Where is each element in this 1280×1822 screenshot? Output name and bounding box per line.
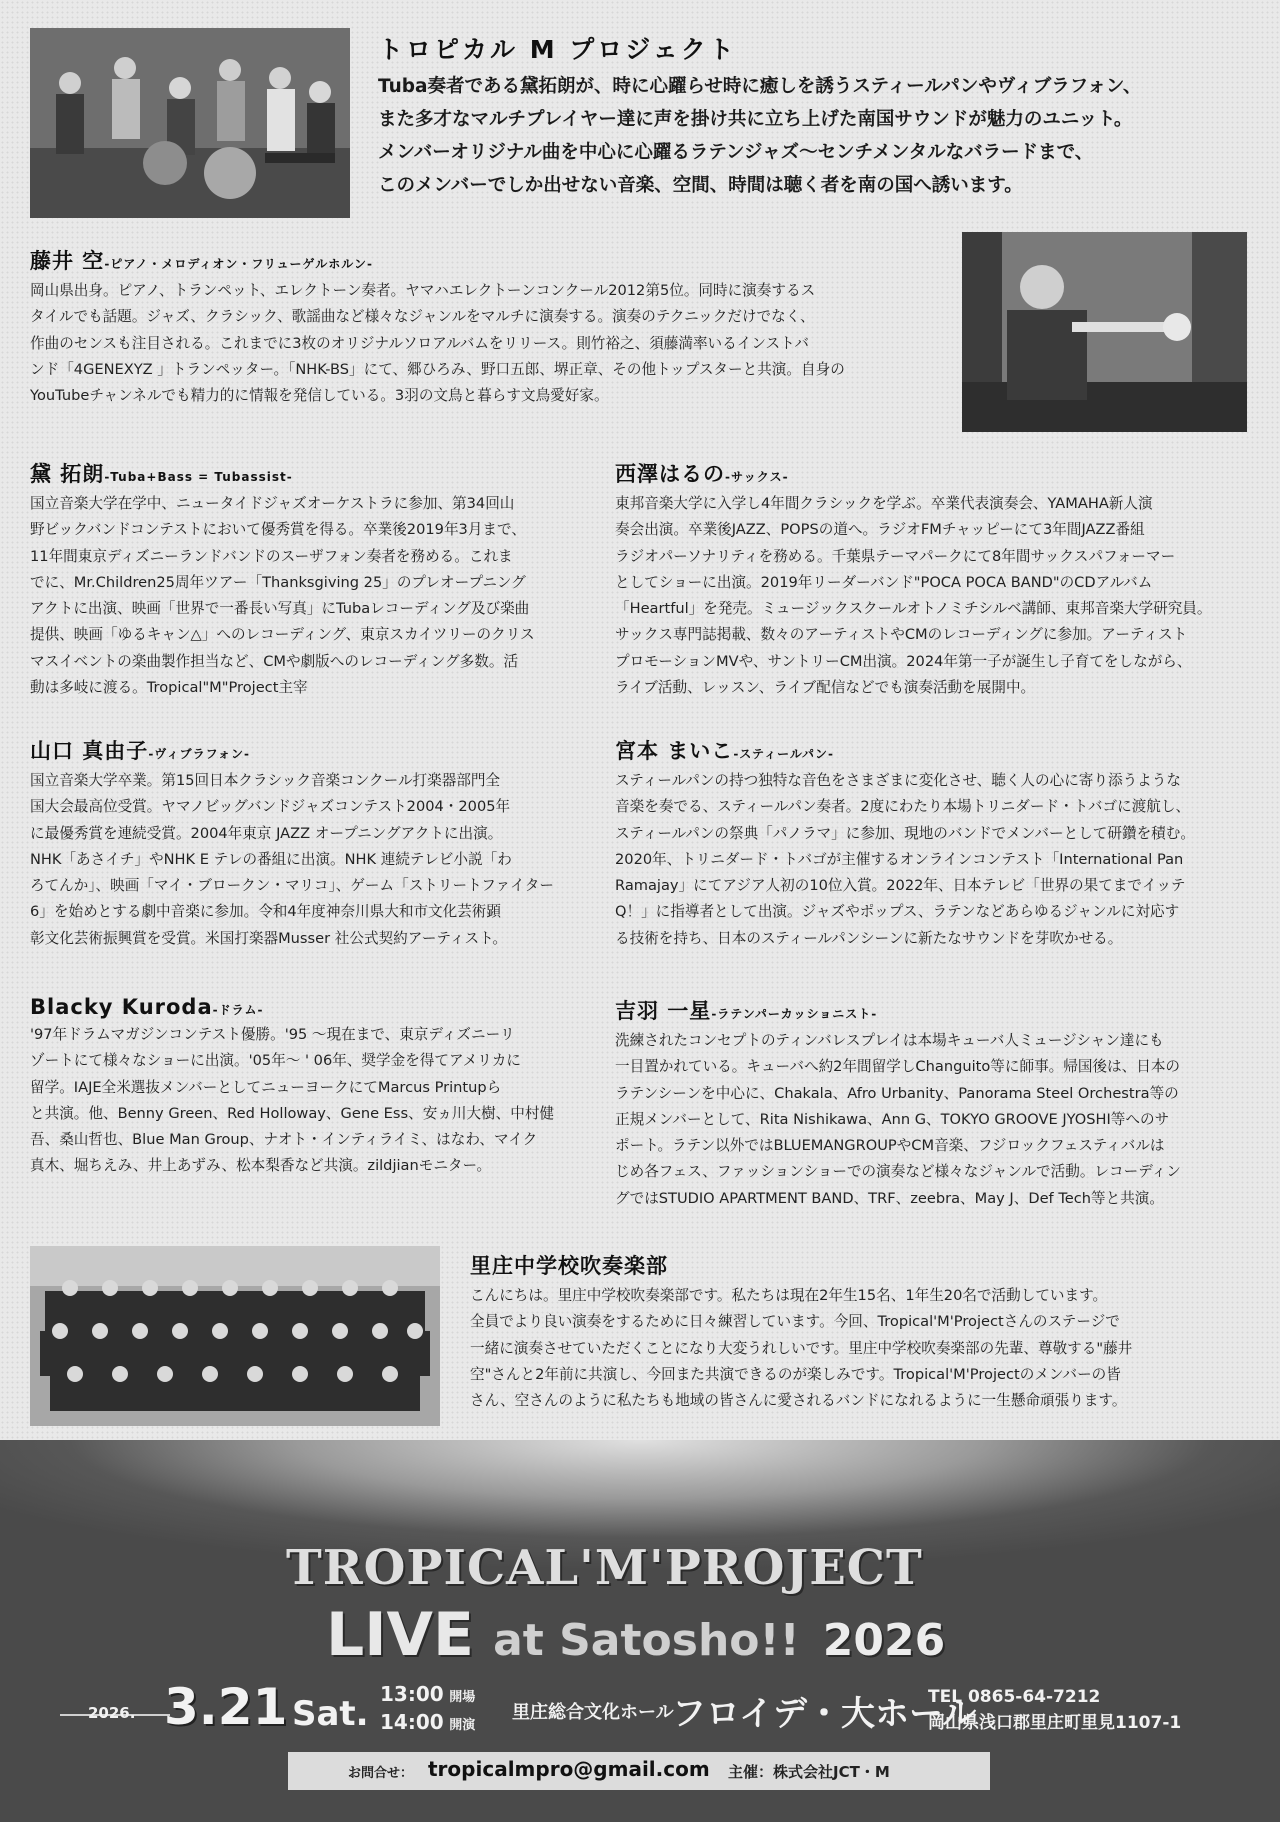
venue-tel: TEL 0865-64-7212	[928, 1687, 1101, 1707]
member-name-header	[30, 735, 590, 765]
bio-line: ポート。ラテン以外ではBLUEMANGROUPやCM音楽、フジロックフェスティバルは	[615, 1137, 1165, 1155]
contact-email-link[interactable]: tropicalmpro@gmail.com	[428, 1757, 710, 1781]
bio-line: ゾートにて様々なショーに出演。'05年〜 ' 06年、奨学金を得てアメリカに	[30, 1052, 521, 1070]
event-title: TROPICAL'M'PROJECT	[286, 1540, 923, 1596]
bio-line: 提供、映画「ゆるキャン△」へのレコーディング、東京スカイツリーのクリス	[30, 626, 535, 644]
bio-line: 野ビックバンドコンテストにおいて優秀賞を得る。卒業後2019年3月まで、	[30, 521, 526, 539]
bio-line: ラジオパーソナリティを務める。千葉県テーマパークにて8年間サックスパフォーマー	[615, 547, 1176, 565]
bio-line: 留学。IAJE全米選抜メンバーとしてニューヨークにてMarcus Printupら	[30, 1078, 502, 1096]
open-time: 13:00	[380, 1682, 444, 1706]
start-time-row	[380, 1710, 475, 1738]
bio-line: る技術を持ち、日本のスティールパンシーンに新たなサウンドを芽吹かせる。	[615, 929, 1123, 947]
member-kuroda	[30, 995, 590, 1180]
bio-line: ンド「4GENEXYZ 」トランペッター。「NHK-BS」にて、郷ひろみ、野口五郎、堺正章、その他トップスターと共演。自身の	[30, 360, 845, 378]
bio-line: '97年ドラムマガジンコンテスト優勝。'95 〜現在まで、東京ディズニーリ	[30, 1026, 515, 1043]
member-name: 西澤はるの	[615, 462, 725, 486]
event-date-row	[60, 1680, 1260, 1750]
member-yoshiba	[615, 995, 1255, 1212]
bio-line: 音楽を奏でる、スティールパン奏者。2度にわたり本場トリニダード・トバゴに渡航し、	[615, 798, 1191, 816]
member-bio	[30, 1022, 590, 1180]
member-name-header	[615, 735, 1255, 765]
school-band-photo	[30, 1246, 440, 1426]
bio-line: 11年間東京ディズニーランドバンドのスーザフォン奏者を務める。これま	[30, 547, 513, 565]
bio-line: でに、Mr.Children25周年ツアー「Thanksgiving 25」のプレオープニング	[30, 573, 526, 591]
member-bio	[615, 768, 1255, 952]
date-year: 2026.	[88, 1704, 136, 1722]
member-name: 宮本 まいこ	[615, 739, 734, 763]
intro-line: また多才なマルチプレイヤー達に声を掛け共に立ち上げた南国サウンドが魅力のユニット。	[378, 109, 1133, 130]
member-miyamoto	[615, 735, 1255, 952]
bio-line: ラテンシーンを中心に、Chakala、Afro Urbanity、Panorama Steel Orchestra等の	[615, 1084, 1179, 1102]
band-group-photo	[30, 28, 350, 218]
bio-line: 動は多岐に渡る。Tropical"M"Project主宰	[30, 679, 308, 697]
school-text-line: こんにちは。里庄中学校吹奏楽部です。私たちは現在2年生15名、1年生20名で活動しています。	[470, 1287, 1108, 1304]
member-role: -ピアノ・メロディオン・フリューゲルホルン-	[104, 257, 373, 271]
bio-line: ライブ活動、レッスン、ライブ配信などでも演奏活動を展開中。	[615, 679, 1036, 697]
member-role: -ヴィブラフォン-	[148, 747, 250, 761]
bio-line: 東邦音楽大学に入学し4年間クラシックを学ぶ。卒業代表演奏会、YAMAHA新人演	[615, 495, 1153, 512]
intro-line: Tuba奏者である黛拓朗が、時に心躍らせ時に癒しを誘うスティールパンやヴィブラフォン、	[378, 76, 1142, 97]
open-label: 開場	[449, 1690, 476, 1705]
time-block	[380, 1682, 475, 1738]
member-role: -ラテンパーカッショニスト-	[711, 1007, 878, 1021]
member-name: Blacky Kuroda	[30, 995, 213, 1019]
bio-line: 2020年、トリニダード・トバゴが主催するオンラインコンテスト「International Pan	[615, 850, 1184, 868]
bio-line: 奏会出演。卒業後JAZZ、POPSの道へ。ラジオFMチャッピーにて3年間JAZZ番組	[615, 521, 1145, 539]
start-label: 開演	[449, 1718, 476, 1733]
bio-line: 国立音楽大学在学中、ニュータイドジャズオーケストラに参加、第34回山	[30, 495, 515, 512]
event-at-venue: at Satosho!!	[493, 1615, 800, 1666]
intro-line: メンバーオリジナル曲を中心に心躍るラテンジャズ〜センチメンタルなバラードまで、	[378, 142, 1094, 163]
bio-line: スティールパンの祭典「パノラマ」に参加、現地のバンドでメンバーとして研鑽を積む。	[615, 824, 1195, 842]
member-bio	[30, 768, 590, 952]
bio-line: マスイベントの楽曲製作担当など、CMや劇版へのレコーディング多数。活	[30, 652, 519, 670]
bio-line: 吾、桑山哲也、Blue Man Group、ナオト・インティライミ、はなわ、マイク	[30, 1131, 538, 1149]
member-role: -ドラム-	[212, 1003, 264, 1017]
school-text-line: 一緒に演奏させていただくことになり大変うれしいです。里庄中学校吹奏楽部の先輩、尊敬する"藤井	[470, 1339, 1133, 1357]
bio-line: 正規メンバーとして、Rita Nishikawa、Ann G、TOKYO GROOVE JYOSHI等へのサ	[615, 1110, 1170, 1128]
member-role: -スティールパン-	[733, 747, 834, 761]
member-name-header	[615, 995, 1255, 1025]
member-name: 黛 拓朗	[30, 462, 105, 486]
member-bio	[30, 491, 590, 701]
contact-label: お問合せ：	[348, 1766, 414, 1781]
venue-big: フロイデ・大ホール	[672, 1694, 977, 1734]
member-role: -Tuba+Bass = Tubassist-	[104, 470, 293, 484]
school-text-line: さん、空さんのように私たちも地域の皆さんに愛されるバンドになれるように一生懸命頑張ります。	[470, 1392, 1127, 1410]
school-band-section	[470, 1250, 1260, 1414]
contact-bar	[288, 1752, 990, 1790]
fujii-trumpet-photo	[962, 232, 1247, 432]
bio-line: 作曲のセンスも注目される。これまでに3枚のオリジナルソロアルバムをリリース。則竹裕之、須藤満率いるインストバ	[30, 334, 809, 352]
bio-line: 一目置かれている。キューバへ約2年間留学しChanguito等に師事。帰国後は、日本の	[615, 1058, 1181, 1076]
bio-line: NHK「あさイチ」やNHK E テレの番組に出演。NHK 連続テレビ小説「わ	[30, 850, 512, 868]
member-bio	[615, 491, 1255, 701]
member-mayuzumi	[30, 458, 590, 701]
bio-line: 洗練されたコンセプトのティンバレスプレイは本場キューバ人ミュージシャン達にも	[615, 1032, 1164, 1049]
project-title: トロピカル M プロジェクト	[378, 35, 737, 64]
member-name-header	[30, 245, 950, 275]
bio-line: 6」を始めとする劇中音楽に参加。令和4年度神奈川県大和市文化芸術顕	[30, 903, 501, 921]
bio-line: 国立音楽大学卒業。第15回日本クラシック音楽コンクール打楽器部門全	[30, 772, 501, 789]
event-live-line	[326, 1600, 945, 1670]
project-intro	[378, 70, 1258, 202]
bio-line: YouTubeチャンネルでも精力的に情報を発信している。3羽の文鳥と暮らす文鳥愛好家。	[30, 387, 609, 405]
event-year: 2026	[822, 1615, 946, 1666]
bio-line: サックス専門誌掲載、数々のアーティストやCMのレコーディングに参加。アーティスト	[615, 626, 1188, 644]
bio-line: スティールパンの持つ独特な音色をさまざまに変化させ、聴く人の心に寄り添うような	[615, 772, 1181, 789]
bio-line: 真木、堀ちえみ、井上あずみ、松本梨香など共演。zildjianモニター。	[30, 1157, 492, 1175]
bio-line: と共演。他、Benny Green、Red Holloway、Gene Ess、安ヵ川大樹、中村健	[30, 1104, 555, 1122]
bio-line: としてショーに出演。2019年リーダーバンド"POCA POCA BAND"のCDアルバム	[615, 573, 1153, 591]
bio-line: Q！」に指導者として出演。ジャズやポップス、ラテンなどあらゆるジャンルに対応す	[615, 903, 1180, 921]
bio-line: に最優秀賞を連続受賞。2004年東京 JAZZ オープニングアクトに出演。	[30, 824, 503, 842]
bio-line: 国大会最高位受賞。ヤマノビッグバンドジャズコンテスト2004・2005年	[30, 798, 511, 816]
bio-line: 彰文化芸術振興賞を受賞。米国打楽器Musser 社公式契約アーティスト。	[30, 929, 507, 947]
open-time-row	[380, 1682, 475, 1710]
member-role: -サックス-	[725, 470, 789, 484]
member-name: 藤井 空	[30, 249, 105, 273]
organizer: 主催：株式会社JCT・M	[728, 1763, 890, 1781]
date-day: 3.21	[164, 1678, 288, 1736]
intro-line: このメンバーでしか出せない音楽、空間、時間は聴く者を南の国へ誘います。	[378, 175, 1023, 196]
member-yamaguchi	[30, 735, 590, 952]
venue-address: 岡山県浅口郡里庄町里見1107-1	[928, 1713, 1182, 1733]
bio-line: じめ各フェス、ファッションショーでの演奏など様々なジャンルで活動。レコーディン	[615, 1163, 1181, 1181]
bio-line: Ramajay」にてアジア人初の10位入賞。2022年、日本テレビ「世界の果てまでイッテ	[615, 877, 1186, 895]
school-band-title: 里庄中学校吹奏楽部	[470, 1254, 668, 1278]
school-band-text	[470, 1283, 1260, 1414]
event-live: LIVE	[326, 1600, 474, 1670]
bio-line: 「Heartful」を発売。ミュージックスクールオトノミチシルベ講師、東邦音楽大学研究員。	[615, 600, 1212, 618]
member-name: 山口 真由子	[30, 739, 149, 763]
school-text-line: 全員でより良い演奏をするために日々練習しています。今回、Tropical'M'Projectさんのステージで	[470, 1313, 1120, 1331]
bio-line: グではSTUDIO APARTMENT BAND、TRF、zeebra、May J、Def Tech等と共演。	[615, 1189, 1164, 1207]
member-bio	[30, 278, 950, 409]
school-text-line: 空"さんと2年前に共演し、今回また共演できるのが楽しみです。Tropical'M'Projectのメンバーの皆	[470, 1365, 1121, 1383]
bio-line: タイルでも話題。ジャズ、クラシック、歌謡曲など様々なジャンルをマルチに演奏する。演奏のテクニックだけでなく、	[30, 308, 815, 326]
venue-small: 里庄総合文化ホール	[512, 1702, 674, 1723]
member-fujii	[30, 245, 950, 409]
bio-line: 岡山県出身。ピアノ、トランペット、エレクトーン奏者。ヤマハエレクトーンコンクール2012第5位。同時に演奏するス	[30, 282, 816, 299]
member-name-header	[615, 458, 1255, 488]
member-bio	[615, 1028, 1255, 1212]
bio-line: ろてんか」、映画「マイ・ブロークン・マリコ」、ゲーム「ストリートファイター	[30, 877, 554, 895]
member-name: 吉羽 一星	[615, 999, 712, 1023]
start-time: 14:00	[380, 1710, 444, 1734]
bio-line: アクトに出演、映画「世界で一番長い写真」にTubaレコーディング及び楽曲	[30, 600, 530, 618]
date-weekday: Sat.	[292, 1694, 369, 1734]
venue-contact	[928, 1684, 1181, 1736]
member-name-header	[30, 458, 590, 488]
bio-line: プロモーションMVや、サントリーCM出演。2024年第一子が誕生し子育てをしながら、	[615, 652, 1192, 670]
member-nishizawa	[615, 458, 1255, 701]
member-name-header	[30, 995, 590, 1019]
